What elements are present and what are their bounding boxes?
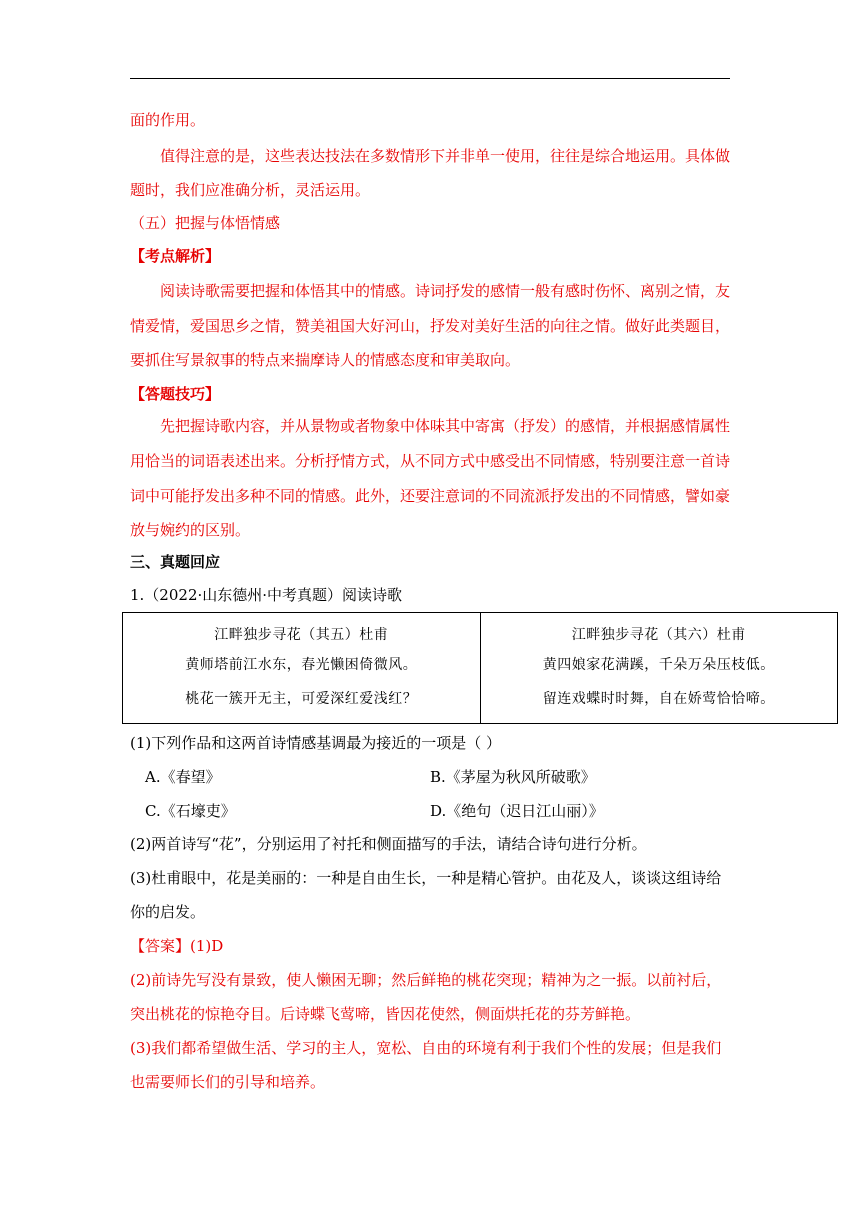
section-heading: （五）把握与体悟情感 xyxy=(130,214,281,232)
poem-line: 留连戏蝶时时舞，自在娇莺恰恰啼。 xyxy=(542,691,775,707)
answer-line: 突出桃花的惊艳夺目。后诗蝶飞莺啼，皆因花使然，侧面烘托花的芬芳鲜艳。 xyxy=(130,1005,641,1023)
answer-label: 【答案】(1)D xyxy=(130,937,224,955)
poem-right xyxy=(480,613,838,724)
poem-title: 江畔独步寻花（其五）杜甫 xyxy=(214,627,389,643)
text-line: 面的作用。 xyxy=(130,111,206,129)
answer-line: 也需要师长们的引导和培养。 xyxy=(130,1073,326,1091)
section-title: 三、真题回应 xyxy=(130,553,221,571)
label-jiqiao: 【答题技巧】 xyxy=(130,385,221,403)
answer-line: (3)我们都希望做生活、学习的主人，宽松、自由的环境有利于我们个性的发展；但是我们 xyxy=(130,1039,722,1057)
label-kaodian: 【考点解析】 xyxy=(130,247,221,265)
poem-title: 江畔独步寻花（其六）杜甫 xyxy=(571,627,746,643)
text-line: 阅读诗歌需要把握和体悟其中的情感。诗词抒发的感情一般有感时伤怀、离别之情，友 xyxy=(160,282,731,300)
header-rule xyxy=(130,78,730,79)
poem-table xyxy=(122,612,838,724)
text-line: 值得注意的是，这些表达技法在多数情形下并非单一使用，往往是综合地运用。具体做 xyxy=(160,147,731,165)
option-c: C.《石壕吏》 xyxy=(145,802,236,820)
poem-left xyxy=(123,613,481,724)
text-line: 情爱情，爱国思乡之情，赞美祖国大好河山，抒发对美好生活的向往之情。做好此类题目， xyxy=(130,317,731,335)
question-intro: 1.（2022·山东德州·中考真题）阅读诗歌 xyxy=(130,586,403,604)
text-line: 词中可能抒发出多种不同的情感。此外，还要注意词的不同流派抒发出的不同情感，譬如豪 xyxy=(130,487,731,505)
text-line: 先把握诗歌内容，并从景物或者物象中体味其中寄寓（抒发）的感情，并根据感情属性 xyxy=(160,417,731,435)
text-line: 放与婉约的区别。 xyxy=(130,521,251,539)
text-line: 题时，我们应准确分析，灵活运用。 xyxy=(130,181,371,199)
answer-line: (2)前诗先写没有景致，使人懒困无聊；然后鲜艳的桃花突现；精神为之一振。以前衬后， xyxy=(130,971,722,989)
option-d: D.《绝句（迟日江山丽）》 xyxy=(430,802,604,820)
question-3: (3)杜甫眼中，花是美丽的：一种是自由生长，一种是精心管护。由花及人，谈谈这组诗给 xyxy=(130,869,722,887)
text-line: 要抓住写景叙事的特点来揣摩诗人的情感态度和审美取向。 xyxy=(130,351,521,369)
question-3-cont: 你的启发。 xyxy=(130,903,206,921)
option-a: A.《春望》 xyxy=(145,768,221,786)
text-line: 用恰当的词语表述出来。分析抒情方式，从不同方式中感受出不同情感，特别要注意一首诗 xyxy=(130,452,731,470)
poem-line: 黄四娘家花满蹊，千朵万朵压枝低。 xyxy=(542,657,775,673)
question-1: (1)下列作品和这两首诗情感基调最为接近的一项是（ ） xyxy=(130,734,502,752)
option-b: B.《茅屋为秋风所破歌》 xyxy=(430,768,596,786)
question-2: (2)两首诗写“花”，分别运用了衬托和侧面描写的手法，请结合诗句进行分析。 xyxy=(130,835,647,853)
poem-line: 黄师塔前江水东，春光懒困倚微风。 xyxy=(185,657,418,673)
poem-line: 桃花一簇开无主，可爱深红爱浅红？ xyxy=(185,691,418,707)
